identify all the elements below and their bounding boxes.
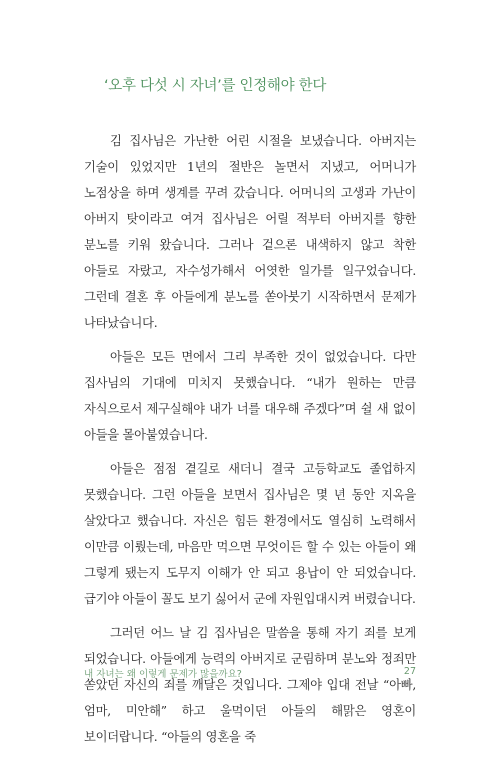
body-text xyxy=(84,128,416,758)
paragraph-3: 아들은 점점 곁길로 새더니 결국 고등학교도 졸업하지 못했습니다. 그런 아들을 보면서 집사님은 몇 년 동안 지옥을 살았다고 했습니다. 자신은 힘든 환경에서도 열심히 노력해서 이만큼 이뤘는데, 마음만 먹으면 무엇이든 할 수 있는 아들이 왜 그렇게 됐는지 도무지 이해가 안 되고 용납이 안 되었습니다. 급기야 아들이 꼴도 보기 싫어서 군에 자원입대시켜 버렸습니다. xyxy=(84,462,416,606)
running-footer-title: 내 자녀는 왜 이렇게 문제가 많을까요? xyxy=(84,669,242,680)
paragraph-2: 아들은 모든 면에서 그리 부족한 것이 없었습니다. 다만 집사님의 기대에 미치지 못했습니다. “내가 원하는 만큼 자식으로서 제구실해야 내가 너를 대우해 주겠다”며 쉴 새 없이 아들을 몰아붙였습니다. xyxy=(84,350,416,442)
section-heading: ‘오후 다섯 시 자녀’를 인정해야 한다 xyxy=(104,78,327,94)
paragraph-1: 김 집사님은 가난한 어린 시절을 보냈습니다. 아버지는 기술이 있었지만 1년의 절반은 놀면서 지냈고, 어머니가 노점상을 하며 생계를 꾸려 갔습니다. 어머니의 고생과 가난이 아버지 탓이라고 여겨 집사님은 어릴 적부터 아버지를 향한 분노를 키워 왔습니다. 그러나 겉으론 내색하지 않고 착한 아들로 자랐고, 자수성가해서 어엿한 일가를 일구었습니다. 그런데 결혼 후 아들에게 분노를 쏟아붓기 시작하면서 문제가 나타났습니다. xyxy=(84,134,416,330)
paragraph-4: 그러던 어느 날 김 집사님은 말씀을 통해 자기 죄를 보게 되었습니다. 아들에게 능력의 아버지로 군림하며 분노와 정죄만 쏟았던 자신의 죄를 깨달은 것입니다. 그제야 입대 전날 “아빠, 엄마, 미안해” 하고 울먹이던 아들의 해맑은 영혼이 보이더랍니다. “아들의 영혼을 죽 xyxy=(84,626,416,744)
page-number: 27 xyxy=(403,666,416,677)
